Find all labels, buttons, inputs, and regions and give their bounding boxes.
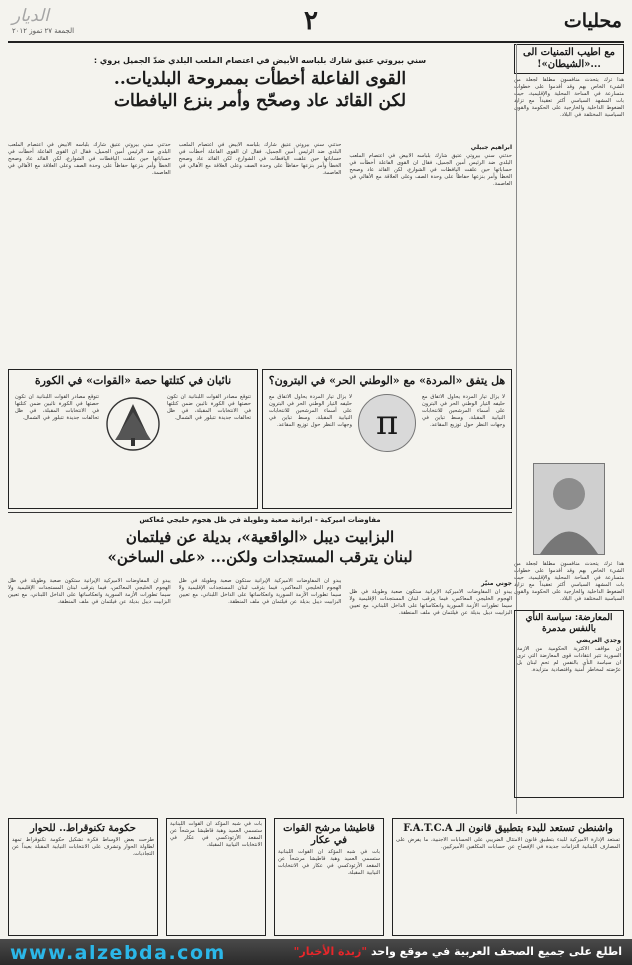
fatca-text: تستعد الإدارة الأميركية للبدء بتطبيق قانون الامتثال الضريبي على الحسابات الأجنبية، ما يفرض على المصارف اللبنانية التزامات جديدة في الإفصاح عن حسابات المكلفين الأميركيين. bbox=[396, 837, 620, 850]
story2-headline-1: البزابيت ديبل «الواقعية»، بديلة عن فيلتمان bbox=[125, 528, 395, 546]
masthead-rule bbox=[8, 41, 624, 43]
side-column-text-2: هذا ترك يتحدث منافسون مطلقاً لجعلة من الشيء الخاص بهم وقد أقدموا على خطوات متسارعة في الساحة المحلية والإقليمية، حيث بات المشهد السياسي أكثر تعقيداً مع تزايد الضغوط الداخلية والخارجية على الحكومة والقوى السياسية المختلفة في البلاد. bbox=[514, 561, 624, 602]
box-cedar bbox=[8, 369, 258, 509]
akkar-filler bbox=[166, 818, 266, 936]
boxes-row bbox=[8, 369, 512, 509]
akkar-story bbox=[274, 818, 384, 936]
box-cedar-text-2: تتوقع مصادر القوات اللبنانية ان تكون حصتها في الكورة نائبين ضمن كتلتها في الانتخابات المقبلة، في ظل تحالفات جديدة تتبلور في الشمال. bbox=[15, 393, 99, 421]
bottom-row bbox=[8, 818, 624, 938]
cedar-logo-icon bbox=[105, 394, 161, 458]
dialogue-story bbox=[8, 818, 158, 936]
footer-brand: "زبدة الأخبار" bbox=[293, 945, 368, 958]
box-cedar-text: تتوقع مصادر القوات اللبنانية ان تكون حصتها في الكورة نائبين ضمن كتلتها في الانتخابات المقبلة، في ظل تحالفات جديدة تتبلور في الشمال. bbox=[167, 393, 251, 421]
lead-col-2 bbox=[179, 142, 342, 364]
lead-text-3: حدثني سني بيروتي عتيق شارك بلباسه الأبيض في اعتصام الملعب البلدي ضد الرئيس أمين الجميل، فقال ان القوى الفاعلة أخطأت في حساباتها حين علقت اليافطات في الشوارع، لكن القائد عاد وصحح الخطأ وأمر بنزعها حفاظاً على وحدة الصف وعلى العلاقة مع الأهالي في العاصمة. bbox=[7, 142, 171, 176]
box-pi bbox=[262, 369, 512, 509]
person-photo-icon bbox=[534, 464, 604, 554]
side-column-photo bbox=[533, 463, 605, 555]
lead-story bbox=[8, 44, 512, 364]
lead-text-1: حدثني سني بيروتي عتيق شارك بلباسه الأبيض في اعتصام الملعب البلدي ضد الرئيس أمين الجميل، فقال ان القوى الفاعلة أخطأت في حساباتها حين علقت اليافطات في الشوارع، لكن القائد عاد وصحح الخطأ وأمر بنزعها حفاظاً على وحدة الصف وعلى العلاقة مع الأهالي في العاصمة. bbox=[349, 153, 512, 187]
story2-text-2: يبدو ان المفاوضات الأميركية الإيرانية ستكون صعبة وطويلة في ظل الهجوم الخليجي المعاكس، فيما يترقب لبنان المستجدات الإقليمية ولا سيما تطورات الأزمة السورية وانعكاساتها على الداخل اللبناني، مع تعيين البزابيت ديبل بديلة عن فيلتمان في ملف المنطقة. bbox=[178, 578, 342, 605]
lead-headline-2: لكن القائد عاد وصحّح وأمر بنزع اليافطات bbox=[113, 91, 407, 112]
story2-text-3: يبدو ان المفاوضات الأميركية الإيرانية ستكون صعبة وطويلة في ظل الهجوم الخليجي المعاكس، فيما يترقب لبنان المستجدات الإقليمية ولا سيما تطورات الأزمة السورية وانعكاساتها على الداخل اللبناني، مع تعيين البزابيت ديبل بديلة عن فيلتمان في ملف المنطقة. bbox=[7, 578, 171, 605]
box-pi-title: هل يتفق «المردة» مع «الوطني الحر» في البترون؟ bbox=[268, 374, 506, 387]
dialogue-headline: حكومة تكنوقراط.. للحوار bbox=[30, 823, 136, 834]
lead-kicker: سني بيروتي عتيق شارك بلباسه الأبيض في اعتصام الملعب البلدي ضدّ الجميل يروي : bbox=[93, 56, 427, 65]
page-number: ٢ bbox=[304, 6, 318, 36]
story2-columns bbox=[8, 578, 512, 814]
dialogue-text: طرحت بعض الأوساط فكرة تشكيل حكومة تكنوقراط تمهد لطاولة الحوار وتشرف على الانتخابات النيابية المقبلة بعيداً عن التجاذبات. bbox=[12, 837, 154, 857]
footer-slogan bbox=[294, 945, 622, 958]
akkar-text: بات في شبه المؤكد ان القوات اللبنانية ستسمي العميد وهبة قاطيشا مرشحاً عن المقعد الأرثوذكسي في عكار في الانتخابات النيابية المقبلة. bbox=[278, 849, 380, 876]
fatca-story bbox=[392, 818, 624, 936]
box-cedar-title: نائبان في كتلتها حصة «القوات» في الكورة bbox=[34, 374, 232, 387]
footer-slogan-text: اطلع على جميع الصحف العربية في موقع واحد bbox=[370, 945, 622, 958]
opposition-headline: المعارضة: سياسة النأي بالنفس مدمرة bbox=[525, 613, 613, 634]
lead-headline-1: القوى الفاعلة أخطأت بممروحة البلديات.. bbox=[113, 69, 407, 89]
masthead bbox=[8, 6, 624, 40]
opposition-author: وجدي العريضي bbox=[576, 636, 621, 644]
section-rule bbox=[8, 512, 512, 513]
section-name: محليات bbox=[563, 10, 622, 32]
lead-columns bbox=[8, 142, 512, 364]
akkar-filler-text: بات في شبه المؤكد ان القوات اللبنانية ستسمي العميد وهبة قاطيشا مرشحاً عن المقعد الأرثوذكسي في عكار في الانتخابات النيابية المقبلة. bbox=[170, 821, 262, 848]
issue-date: الجمعة ٢٧ تموز ٢٠١٢ bbox=[12, 27, 75, 35]
paper-logo: الديار bbox=[12, 6, 49, 26]
opposition-box bbox=[514, 610, 624, 798]
side-column-headline: مع اطيب التمنيات الى ...«الشيطان»! bbox=[523, 47, 615, 70]
story2-col-1 bbox=[349, 578, 512, 814]
side-column-headline-box bbox=[514, 44, 624, 74]
lead-col-1 bbox=[349, 142, 512, 364]
story2-text-1: يبدو ان المفاوضات الأميركية الإيرانية ستكون صعبة وطويلة في ظل الهجوم الخليجي المعاكس، فيما يترقب لبنان المستجدات الإقليمية ولا سيما تطورات الأزمة السورية وانعكاساتها على الداخل اللبناني، مع تعيين البزابيت ديبل بديلة عن فيلتمان في ملف المنطقة. bbox=[349, 589, 512, 616]
lead-author: ابراهيم جبيلي bbox=[470, 144, 512, 151]
pi-symbol-icon: π bbox=[358, 394, 416, 452]
story-2 bbox=[8, 514, 512, 814]
lead-text-2: حدثني سني بيروتي عتيق شارك بلباسه الأبيض في اعتصام الملعب البلدي ضد الرئيس أمين الجميل، فقال ان القوى الفاعلة أخطأت في حساباتها حين علقت اليافطات في الشوارع، لكن القائد عاد وصحح الخطأ وأمر بنزعها حفاظاً على وحدة الصف وعلى العلاقة مع الأهالي في العاصمة. bbox=[178, 142, 342, 176]
lead-col-3 bbox=[8, 142, 171, 364]
story2-col-3 bbox=[8, 578, 171, 814]
box-pi-text: لا يزال تيار المردة يحاول الاتفاق مع حليفه التيار الوطني الحر في البترون على أسماء المرشحين للانتخابات النيابية المقبلة، وسط تباين في وجهات النظر حول توزيع المقاعد. bbox=[422, 393, 505, 428]
story2-author: جوني منيّر bbox=[481, 580, 512, 587]
story2-col-2 bbox=[179, 578, 342, 814]
fatca-headline: واشنطن تستعد للبدء بتطبيق قانون الـ F.A.T.C.A bbox=[403, 823, 613, 834]
story2-kicker: مفاوضات اميركية - ايرانية صعبة وطويلة في ظل هجوم خليجي مُعاكس bbox=[139, 516, 381, 524]
box-pi-body bbox=[263, 388, 511, 474]
box-cedar-body bbox=[9, 388, 257, 474]
site-url-link[interactable]: www.alzebda.com bbox=[10, 942, 226, 964]
footer-banner bbox=[0, 939, 632, 965]
opposition-text: ان مواقف الأكثرية الحكومية من الأزمة السورية تثير انتقادات قوى المعارضة التي ترى ان سياسة النأي بالنفس لم تحمِ لبنان بل عرّضته لمخاطر أمنية واقتصادية متزايدة. bbox=[517, 645, 621, 673]
story2-headline-2: لبنان يترقب المستجدات ولكن... «على الساخن» bbox=[107, 548, 413, 566]
side-column-text: هذا ترك يتحدث منافسون مطلقاً لجعلة من الشيء الخاص بهم وقد أقدموا على خطوات متسارعة في الساحة المحلية والإقليمية، حيث بات المشهد السياسي أكثر تعقيداً مع تزايد الضغوط الداخلية والخارجية على الحكومة والقوى السياسية المختلفة في البلاد. bbox=[514, 77, 624, 118]
akkar-headline: قاطيشا مرشح القوات في عكار bbox=[283, 823, 375, 846]
box-pi-text-2: لا يزال تيار المردة يحاول الاتفاق مع حليفه التيار الوطني الحر في البترون على أسماء المرشحين للانتخابات النيابية المقبلة، وسط تباين في وجهات النظر حول توزيع المقاعد. bbox=[269, 393, 352, 428]
